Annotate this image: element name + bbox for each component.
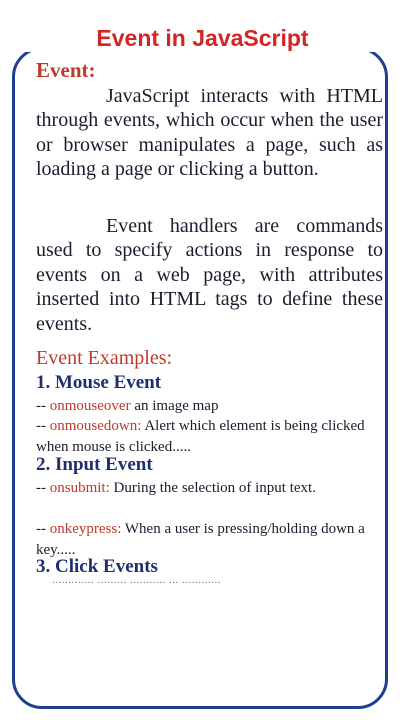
section-heading-click-events: 3. Click Events <box>36 556 158 577</box>
examples-heading: Event Examples: <box>36 347 173 369</box>
example-line-onsubmit: -- onsubmit: During the selection of input text. <box>36 480 316 496</box>
example-line-onmouseover: -- onmouseover an image map <box>36 398 219 414</box>
section-heading-input-event: 2. Input Event <box>36 454 153 475</box>
example-line-onmousedown: -- onmousedown: Alert which element is being clicked when mouse is clicked..... <box>36 418 365 455</box>
placeholder-dots: ............. ......... ........... ... ............ <box>52 574 221 586</box>
paragraph-2: Event handlers are commands used to specify actions in response to events on a web page, with attributes inserted into HTML tags to define these events. <box>36 215 383 335</box>
section-heading-mouse-event: 1. Mouse Event <box>36 372 162 393</box>
event-heading: Event: <box>36 58 96 82</box>
paragraph-1: JavaScript interacts with HTML through events, which occur when the user or browser manipulates a page, such as loading a page or clicking a button. <box>36 85 383 181</box>
page-title: Event in JavaScript <box>0 25 405 52</box>
example-line-onkeypress: -- onkeypress: When a user is pressing/holding down a key..... <box>36 521 365 558</box>
